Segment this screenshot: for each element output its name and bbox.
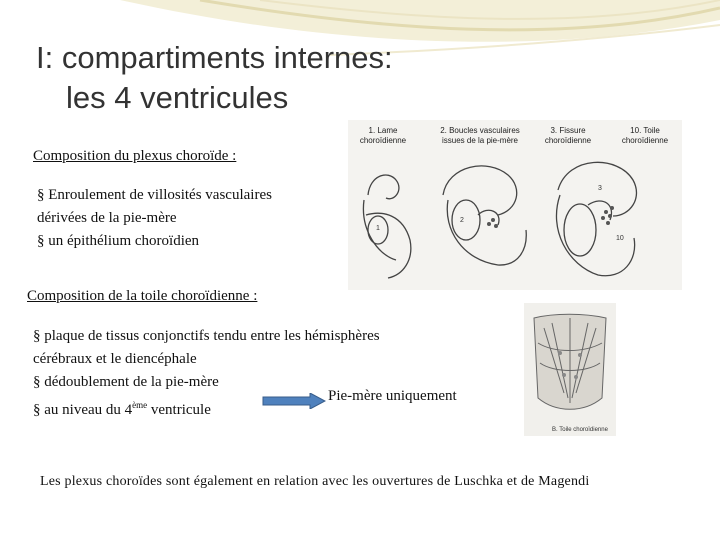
diagram-label-2 [430,126,530,146]
toile-bullet-3-sup: ème [132,400,148,410]
toile-bullets [33,325,380,422]
diagram-label-10 [610,126,680,146]
diagram-number-1: 1 [376,225,380,232]
diagram-label-2-line2: issues de la pie-mère [441,136,519,145]
toile-bullet-1a: § plaque de tissus conjonctifs tendu entre les hémisphères [33,328,380,344]
diagram-label-1-line1: 1. Lame [368,126,398,135]
toile-bullet-2: § dédoublement de la pie-mère [33,374,219,390]
slide-title-line1: I: compartiments internes: [36,40,393,75]
diagram-number-2: 2 [460,217,464,224]
plexus-bullets [37,184,272,253]
diagram-label-3-line1: 3. Fissure [550,126,586,135]
diagram-label-10-line1: 10. Toile [630,126,660,135]
diagram-label-1-line2: choroïdienne [359,136,407,145]
footer-note: Les plexus choroïdes sont également en relation avec les ouvertures de Luschka et de Magendi [40,474,590,489]
toile-choroidienne-photo [524,303,616,436]
toile-bullet-1b: cérébraux et le diencéphale [33,351,197,367]
diagram-number-10: 10 [616,235,624,242]
diagram-label-10-line2: choroïdienne [621,136,669,145]
toile-bullet-3-suffix: ventricule [147,402,211,418]
photo-caption: B. Toile choroïdienne [552,427,608,433]
diagram-label-1 [348,126,418,146]
plexus-heading: Composition du plexus choroïde : [33,148,237,164]
diagram-label-3-line2: choroïdienne [544,136,592,145]
slide-title-line2: les 4 ventricules [66,80,289,115]
diagram-label-2-line1: 2. Boucles vasculaires [440,126,520,135]
toile-heading: Composition de la toile choroïdienne : [27,288,258,304]
plexus-bullet-2: § un épithélium choroïdien [37,233,200,249]
right-arrow-icon [262,393,326,409]
diagram-label-3 [536,126,600,146]
pie-mere-result: Pie-mère uniquement [328,388,457,404]
diagram-number-3: 3 [598,185,602,192]
plexus-bullet-1b: dérivées de la pie-mère [37,210,177,226]
plexus-bullet-1a: § Enroulement de villosités vasculaires [37,187,272,203]
toile-bullet-3-prefix: § au niveau du 4 [33,402,133,418]
diagram-labels [348,126,682,156]
slide-title [36,38,393,118]
